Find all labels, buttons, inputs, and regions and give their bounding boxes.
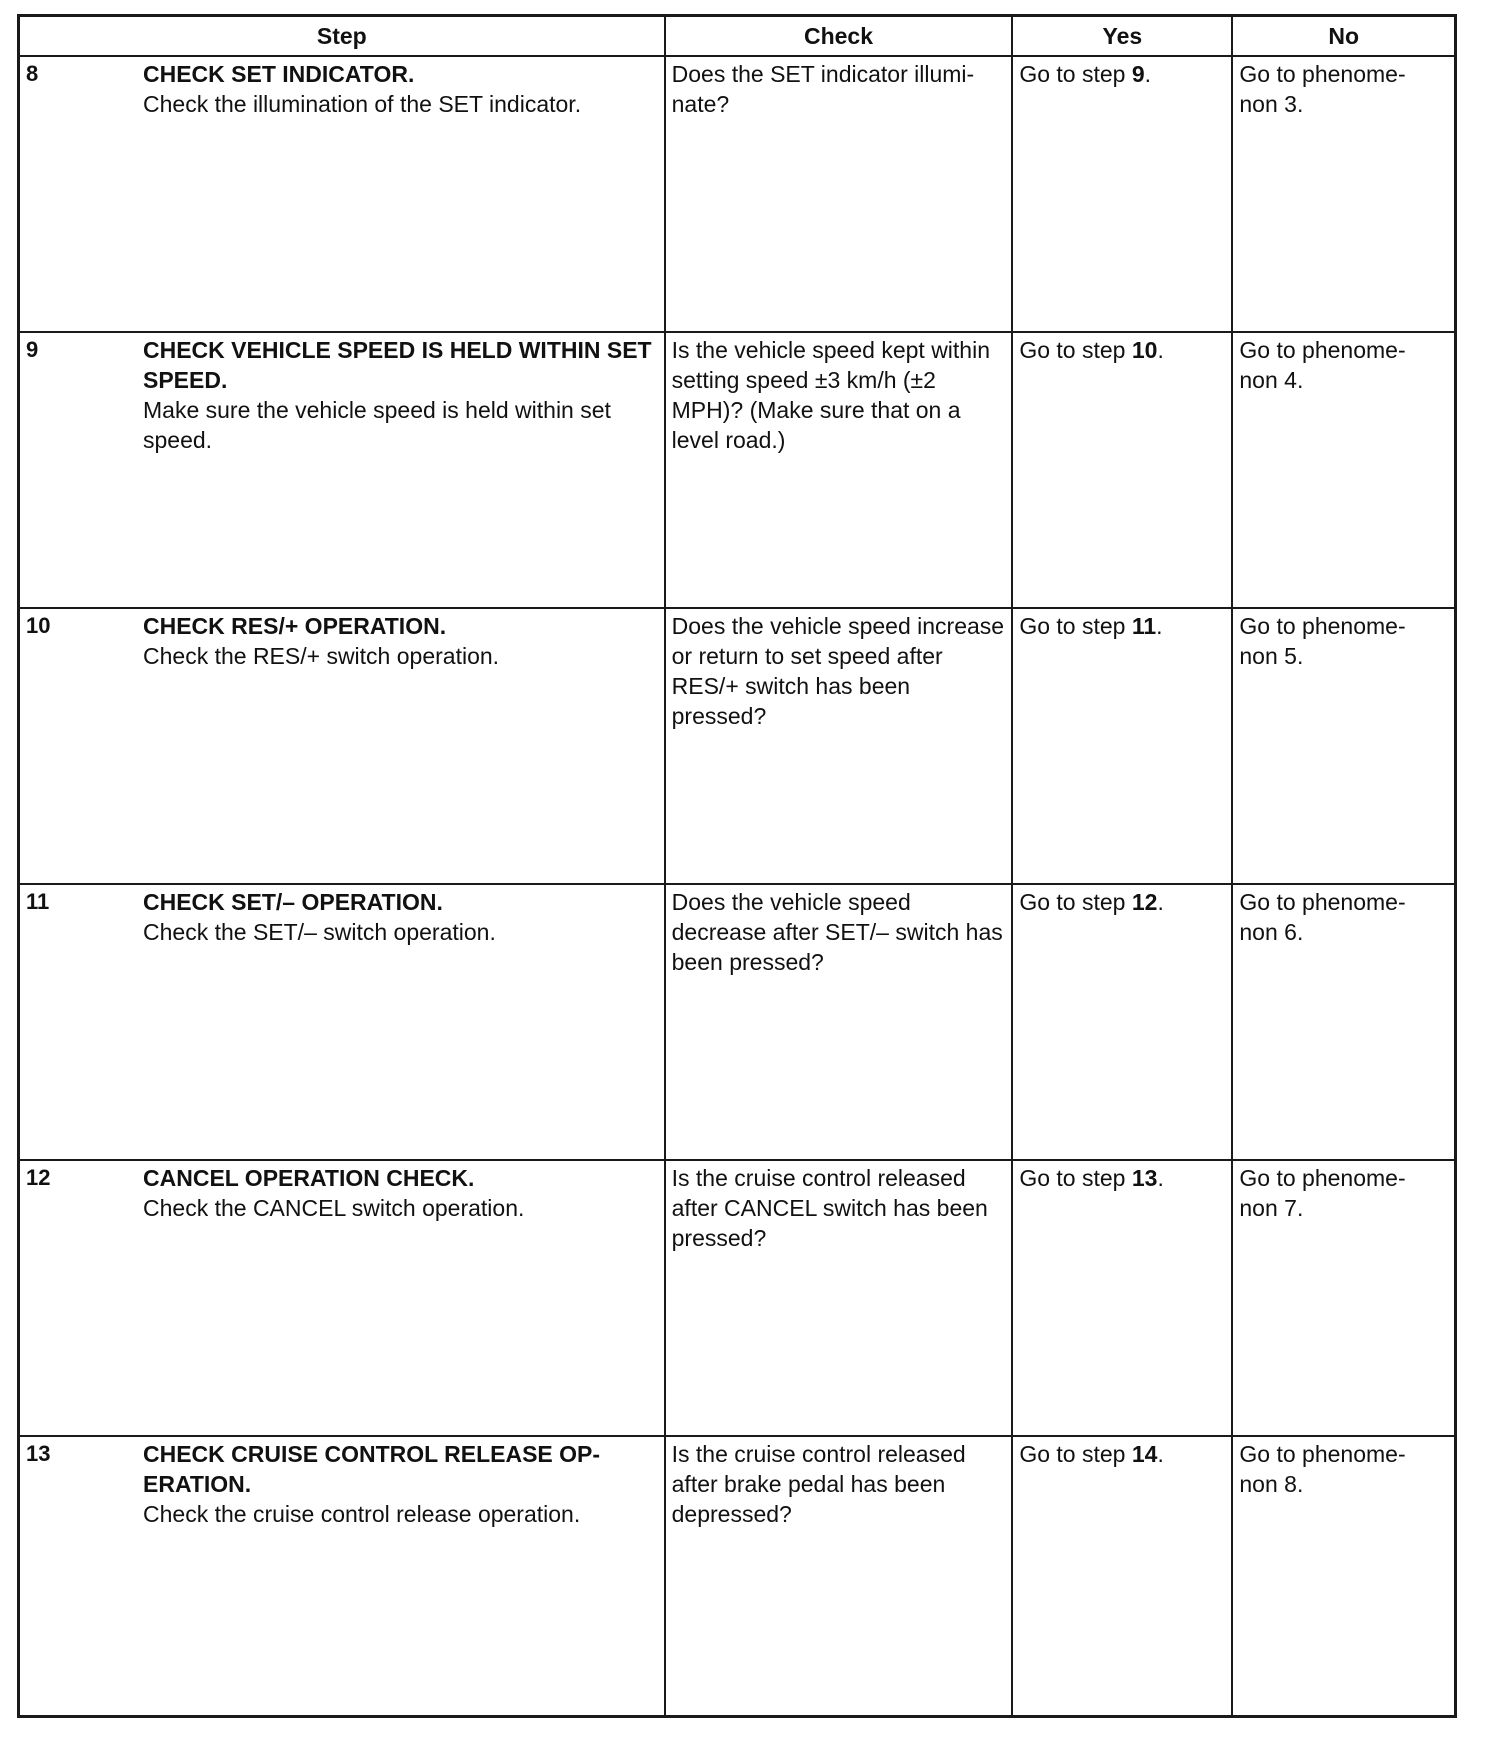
step-cell [19, 332, 665, 608]
step-cell [19, 1436, 665, 1716]
step-title: CHECK RES/+ OPERATION. [143, 613, 447, 639]
step-title: CHECK VEHICLE SPEED IS HELD WITHIN SET SPEED. [143, 337, 652, 393]
header-no: No [1232, 16, 1455, 57]
no-cell: Go to phenome- non 3. [1232, 56, 1455, 332]
step-description: Make sure the vehicle speed is held within set speed. [143, 397, 611, 453]
check-cell: Is the cruise control released after brake pedal has been depressed? [665, 1436, 1013, 1716]
yes-suffix: . [1157, 1441, 1164, 1467]
table-row [19, 332, 1456, 608]
check-cell: Is the cruise control released after CANCEL switch has been pressed? [665, 1160, 1013, 1436]
step-cell [19, 56, 665, 332]
step-title: CHECK SET INDICATOR. [143, 61, 415, 87]
yes-step-number: 12 [1131, 889, 1158, 915]
check-cell: Does the vehicle speed decrease after SET/– switch has been pressed? [665, 884, 1013, 1160]
yes-prefix: Go to step [1019, 337, 1132, 363]
yes-cell [1012, 884, 1232, 1160]
check-cell: Does the vehicle speed increase or return to set speed after RES/+ switch has been pressed? [665, 608, 1013, 884]
no-cell: Go to phenome- non 7. [1232, 1160, 1455, 1436]
yes-cell [1012, 332, 1232, 608]
no-cell: Go to phenome- non 4. [1232, 332, 1455, 608]
yes-step-number: 11 [1131, 613, 1157, 639]
yes-step-number: 14 [1131, 1441, 1158, 1467]
header-check: Check [665, 16, 1013, 57]
no-cell: Go to phenome- non 8. [1232, 1436, 1455, 1716]
step-description: Check the cruise control release operation. [143, 1501, 581, 1527]
table-row [19, 56, 1456, 332]
step-number: 9 [26, 337, 39, 362]
header-step: Step [19, 16, 665, 57]
yes-step-number: 9 [1131, 61, 1145, 87]
step-number: 12 [26, 1165, 51, 1190]
step-number: 13 [26, 1441, 51, 1466]
header-row [19, 16, 1456, 57]
step-cell [19, 884, 665, 1160]
yes-cell [1012, 56, 1232, 332]
table-row [19, 884, 1456, 1160]
yes-prefix: Go to step [1019, 61, 1132, 87]
step-title: CHECK SET/– OPERATION. [143, 889, 443, 915]
yes-step-number: 10 [1131, 337, 1158, 363]
step-description: Check the CANCEL switch operation. [143, 1195, 525, 1221]
check-cell: Is the vehicle speed kept within setting speed ±3 km/h (±2 MPH)? (Make sure that on a level road.) [665, 332, 1013, 608]
step-description: Check the SET/– switch operation. [143, 919, 496, 945]
step-number: 11 [26, 889, 50, 914]
no-cell: Go to phenome- non 5. [1232, 608, 1455, 884]
yes-suffix: . [1157, 337, 1164, 363]
check-cell: Does the SET indicator illumi- nate? [665, 56, 1013, 332]
yes-suffix: . [1144, 61, 1152, 87]
step-title: CANCEL OPERATION CHECK. [143, 1165, 475, 1191]
yes-step-number: 13 [1131, 1165, 1158, 1191]
yes-suffix: . [1157, 1165, 1164, 1191]
table-row [19, 1436, 1456, 1716]
yes-cell [1012, 1160, 1232, 1436]
step-number: 10 [26, 613, 51, 638]
step-cell [19, 1160, 665, 1436]
table-row [19, 1160, 1456, 1436]
step-cell [19, 608, 665, 884]
step-title: CHECK CRUISE CONTROL RELEASE OP- ERATION. [143, 1441, 601, 1497]
table-row [19, 608, 1456, 884]
yes-cell [1012, 1436, 1232, 1716]
yes-suffix: . [1157, 889, 1164, 915]
step-description: Check the illumination of the SET indicator. [143, 91, 582, 117]
no-cell: Go to phenome- non 6. [1232, 884, 1455, 1160]
diagnostic-table [17, 14, 1457, 1718]
yes-prefix: Go to step [1019, 1441, 1132, 1467]
yes-prefix: Go to step [1019, 613, 1132, 639]
step-description: Check the RES/+ switch operation. [143, 643, 500, 669]
yes-prefix: Go to step [1019, 889, 1132, 915]
header-yes: Yes [1012, 16, 1232, 57]
yes-prefix: Go to step [1019, 1165, 1132, 1191]
step-number: 8 [26, 61, 39, 86]
yes-suffix: . [1156, 613, 1163, 639]
yes-cell [1012, 608, 1232, 884]
